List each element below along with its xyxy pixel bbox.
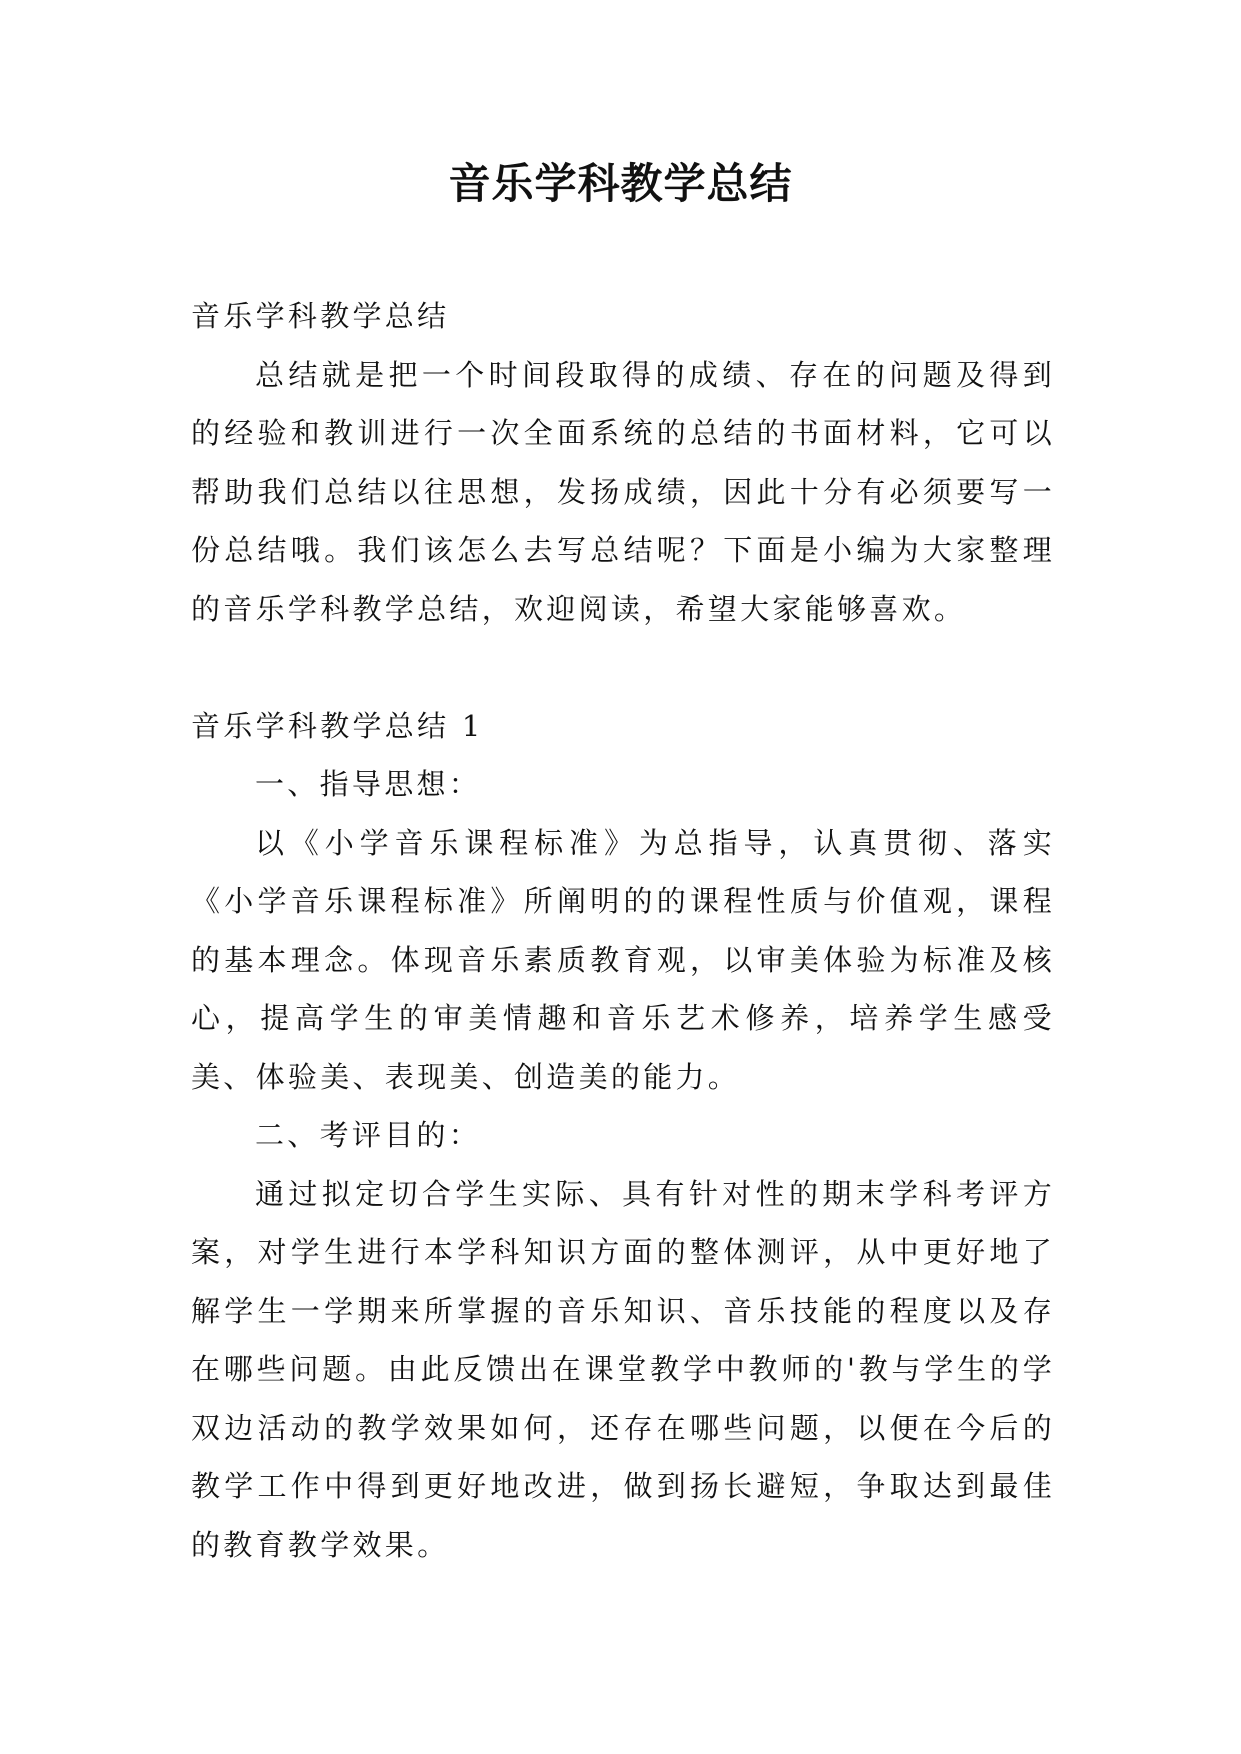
paragraph-spacer xyxy=(191,638,1055,697)
part-heading-guiding-ideology: 一、指导思想： xyxy=(255,767,482,801)
evaluation-purpose-paragraph: 通过拟定切合学生实际、具有针对性的期末学科考评方案，对学生进行本学科知识方面的整体测评，从中更好地了解学生一学期来所掌握的音乐知识、音乐技能的程度以及存在哪些问题。由此反馈出在课堂教学中教师的'教与学生的学双边活动的教学效果如何，还存在哪些问题，以便在今后的教学工作中得到更好地改进，做到扬长避短，争取达到最佳的教育教学效果。 xyxy=(191,1176,1055,1562)
document-body xyxy=(191,287,1055,1574)
section-heading-1: 音乐学科教学总结 1 xyxy=(191,708,484,743)
document-subtitle: 音乐学科教学总结 xyxy=(191,299,450,333)
part-heading-evaluation-purpose: 二、考评目的： xyxy=(255,1118,482,1152)
guiding-ideology-paragraph: 以《小学音乐课程标准》为总指导，认真贯彻、落实《小学音乐课程标准》所阐明的的课程性质与价值观，课程的基本理念。体现音乐素质教育观，以审美体验为标准及核心，提高学生的审美情趣和音乐艺术修养，培养学生感受美、体验美、表现美、创造美的能力。 xyxy=(191,825,1055,1094)
intro-paragraph: 总结就是把一个时间段取得的成绩、存在的问题及得到的经验和教训进行一次全面系统的总结的书面材料，它可以帮助我们总结以往思想，发扬成绩，因此十分有必须要写一份总结哦。我们该怎么去写总结呢？下面是小编为大家整理的音乐学科教学总结，欢迎阅读，希望大家能够喜欢。 xyxy=(191,357,1055,626)
document-title: 音乐学科教学总结 xyxy=(448,159,793,208)
